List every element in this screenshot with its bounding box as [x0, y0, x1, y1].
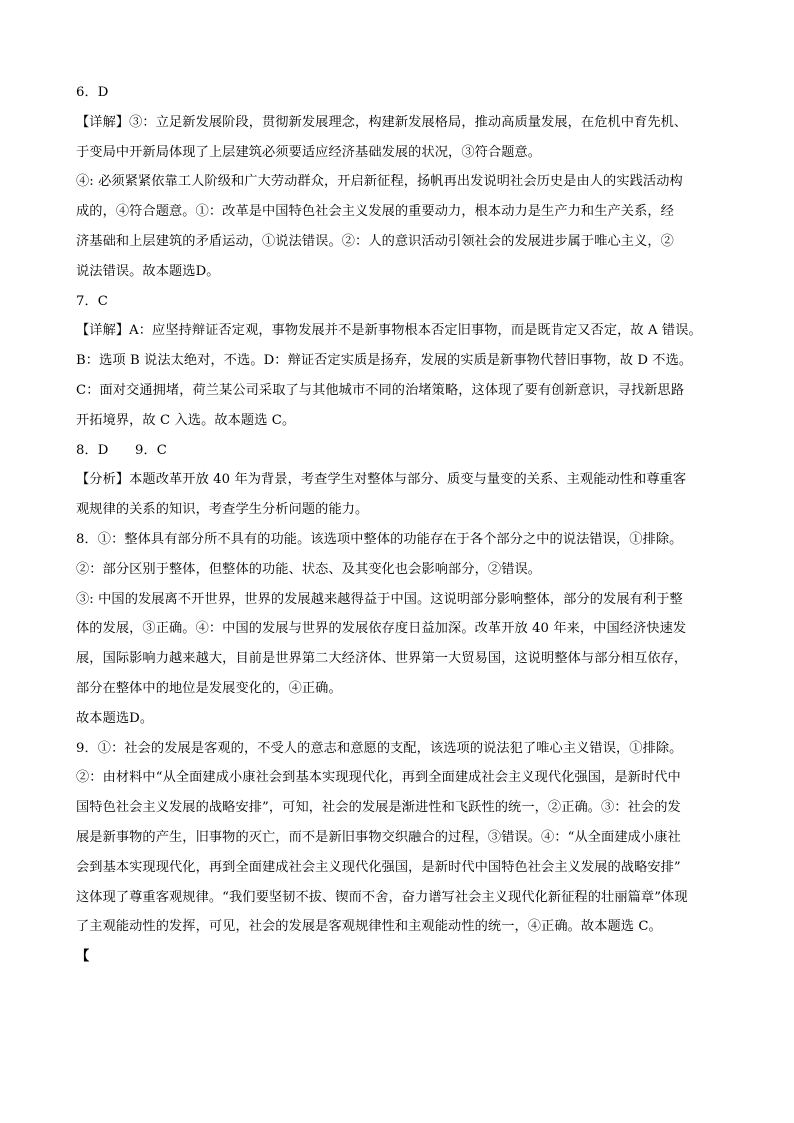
- explanation-6-line-6: 说法错误。故本题选D。: [76, 263, 220, 279]
- explanation-9-line-3: 国特色社会主义发展的战略安排”，可知，社会的发展是渐进性和飞跃性的统一，②正确。③：社会的发: [76, 800, 681, 816]
- explanation-8-line-7: 故本题选D。: [76, 710, 154, 726]
- explanation-9-line-2: ②：由材料中“从全面建成小康社会到基本实现现代化，再到全面建成社会主义现代化强国，是新时代中: [76, 770, 681, 786]
- open-bracket: 【: [76, 949, 90, 965]
- explanation-7-line-3: C：面对交通拥堵，荷兰某公司采取了与其他城市不同的治堵策略，这体现了要有创新意识，寻找新思路: [76, 382, 685, 398]
- explanation-7-line-4: 开拓境界，故 C 入选。故本题选 C。: [76, 412, 296, 428]
- analysis-line-1: 【分析】本题改革开放 40 年为背景，考查学生对整体与部分、质变与量变的关系、主观能动性和尊重客: [76, 472, 687, 488]
- explanation-6-line-5: 济基础和上层建筑的矛盾运动，①说法错误。②：人的意识活动引领社会的发展进步属于唯心主义，②: [76, 233, 674, 249]
- explanation-8-line-4: 体的发展，③正确。④：中国的发展与世界的发展依存度日益加深。改革开放 40 年来，中国经济快速发: [76, 621, 687, 637]
- explanation-9-line-1: 9．①：社会的发展是客观的，不受人的意志和意愿的支配，该选项的说法犯了唯心主义错误，①排除。: [76, 740, 683, 756]
- answer-8-9: 8．D 9．C: [76, 442, 167, 458]
- explanation-8-line-1: 8．①：整体具有部分所不具有的功能。该选项中整体的功能存在于各个部分之中的说法错误，①排除。: [76, 531, 683, 547]
- explanation-9-line-4: 展是新事物的产生，旧事物的灭亡，而不是新旧事物交织融合的过程，③错误。④：“从全面建成小康社: [76, 829, 681, 845]
- answer-6: 6．D: [76, 85, 109, 100]
- explanation-9-line-5: 会到基本实现现代化，再到全面建成社会主义现代化强国，是新时代中国特色社会主义发展的战略安排”: [76, 859, 681, 875]
- explanation-8-line-3: ③: 中国的发展离不开世界，世界的发展越来越得益于中国。这说明部分影响整体，部分的发展有利于整: [76, 591, 683, 607]
- explanation-6-line-3: ④: 必须紧紧依靠工人阶级和广大劳动群众，开启新征程，扬帆再出发说明社会历史是由人的实践活动构: [76, 174, 683, 190]
- analysis-line-2: 观规律的关系的知识，考查学生分析问题的能力。: [76, 502, 369, 518]
- explanation-6-line-4: 成的，④符合题意。①：改革是中国特色社会主义发展的重要动力，根本动力是生产力和生产关系，经: [76, 204, 674, 220]
- explanation-8-line-2: ②：部分区别于整体，但整体的功能、状态、及其变化也会影响部分，②错误。: [76, 561, 542, 577]
- explanation-9-line-6: 这体现了尊重客观规律。“我们要坚韧不拔、锲而不舍，奋力谱写社会主义现代化新征程的壮丽篇章”体现: [76, 889, 688, 905]
- explanation-7-line-2: B：选项 B 说法太绝对，不选。D：辩证否定实质是扬弃，发展的实质是新事物代替旧事物，故 D 不选。: [76, 353, 693, 369]
- explanation-6-line-1: 【详解】③：立足新发展阶段，贯彻新发展理念，构建新发展格局，推动高质量发展，在危机中育先机、: [76, 114, 688, 130]
- answer-7: 7．C: [76, 293, 108, 309]
- explanation-7-line-1: 【详解】A：应坚持辩证否定观，事物发展并不是新事物根本否定旧事物，而是既肯定又否定，故 A 错误。: [76, 323, 702, 339]
- explanation-9-line-7: 了主观能动性的发挥，可见，社会的发展是客观规律性和主观能动性的统一，④正确。故本题选 C。: [76, 919, 662, 935]
- explanation-6-line-2: 于变局中开新局体现了上层建筑必须要适应经济基础发展的状况，③符合题意。: [76, 144, 542, 160]
- explanation-8-line-5: 展，国际影响力越来越大，目前是世界第二大经济体、世界第一大贸易国，这说明整体与部分相互依存，: [76, 651, 688, 667]
- explanation-8-line-6: 部分在整体中的地位是发展变化的，④正确。: [76, 680, 342, 696]
- document-page: [76, 78, 726, 972]
